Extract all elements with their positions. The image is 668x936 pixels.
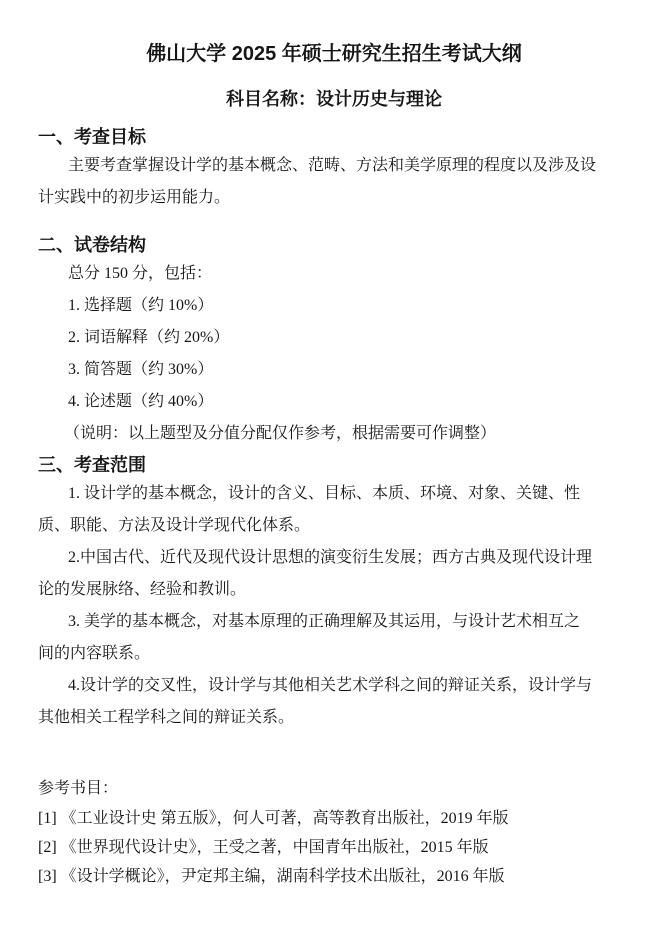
paragraph-line: 计实践中的初步运用能力。 [38,189,231,206]
total-score-line: 总分 150 分，包括： [68,265,213,282]
scope-paragraph [38,478,630,542]
paragraph-line: 其他相关工程学科之间的辩证关系。 [38,709,295,726]
scope-paragraph [38,670,630,734]
paragraph-line: 间的内容联系。 [38,645,151,662]
reference-book-item: [2] 《世界现代设计史》，王受之著，中国青年出版社，2015 年版 [38,839,489,856]
section-heading-exam-objectives: 一、考查目标 [38,127,146,147]
question-type-item: 3. 简答题（约 30%） [68,361,214,378]
paragraph-line: 2.中国古代、近代及现代设计思想的演变衍生发展；西方古典及现代设计理 [68,549,593,566]
paragraph-line: 1. 设计学的基本概念，设计的含义、目标、本质、环境、对象、关键、性 [68,485,581,502]
question-type-item: 2. 词语解释（约 20%） [68,329,230,346]
paragraph-line: 主要考查掌握设计学的基本概念、范畴、方法和美学原理的程度以及涉及设 [68,157,597,174]
paragraph-line: 3. 美学的基本概念，对基本原理的正确理解及其运用，与设计艺术相互之 [68,613,581,630]
question-type-item: 4. 论述题（约 40%） [68,393,214,410]
paragraph-line: 4.设计学的交叉性，设计学与其他相关艺术学科之间的辩证关系，设计学与 [68,677,593,694]
section-heading-exam-scope: 三、考查范围 [38,455,146,475]
section-paper-structure [38,258,630,450]
section-exam-scope [38,478,630,734]
reference-book-item: [1] 《工业设计史 第五版》，何人可著，高等教育出版社，2019 年版 [38,810,509,827]
reference-book-item: [3] 《设计学概论》，尹定邦主编，湖南科学技术出版社，2016 年版 [38,868,505,885]
reference-books-label: 参考书目： [38,780,119,797]
paragraph-line: 质、职能、方法及设计学现代化体系。 [38,517,311,534]
reference-books-section [38,774,630,891]
structure-note: （说明：以上题型及分值分配仅作参考，根据需要可作调整） [64,425,497,442]
scope-paragraph [38,542,630,606]
document-title: 佛山大学 2025 年硕士研究生招生考试大纲 [146,43,522,65]
paragraph-line: 论的发展脉络、经验和教训。 [38,581,247,598]
scope-paragraph [38,606,630,670]
section-heading-paper-structure: 二、试卷结构 [38,235,146,255]
question-type-item: 1. 选择题（约 10%） [68,297,214,314]
section-exam-objectives [38,150,630,214]
subject-name-subtitle: 科目名称：设计历史与理论 [226,89,442,109]
